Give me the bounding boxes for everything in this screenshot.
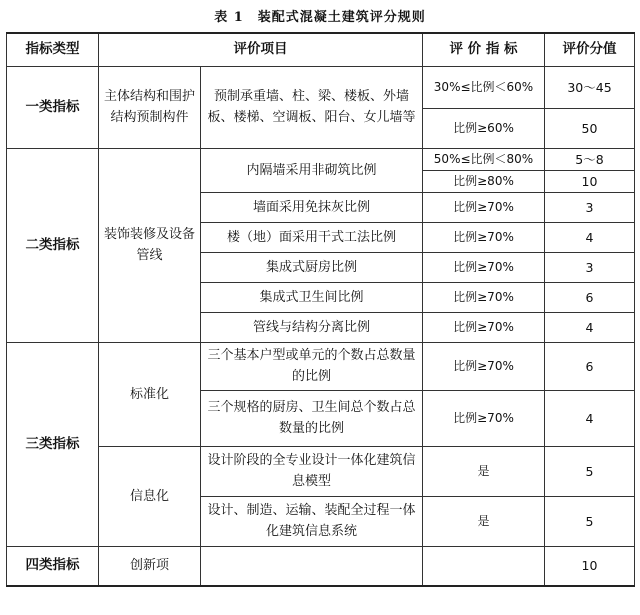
header-criteria: 评 价 指 标 (423, 33, 545, 66)
item-cell: 三个基本户型或单元的个数占总数量的比例 (201, 342, 423, 390)
category-3-label: 三类指标 (7, 342, 99, 546)
score-cell: 3 (545, 252, 635, 282)
header-row (7, 33, 635, 66)
score-cell: 6 (545, 342, 635, 390)
category-2-label: 二类指标 (7, 148, 99, 342)
criteria-cell (423, 546, 545, 586)
category-3-info: 信息化 (99, 446, 201, 546)
category-1-item: 预制承重墙、柱、梁、楼板、外墙板、楼梯、空调板、阳台、女儿墙等 (201, 66, 423, 148)
criteria-cell: 比例≥70% (423, 342, 545, 390)
score-cell: 4 (545, 390, 635, 446)
criteria-cell: 30%≤比例＜60% (423, 66, 545, 108)
item-cell (201, 546, 423, 586)
criteria-cell: 是 (423, 446, 545, 496)
criteria-cell: 比例≥70% (423, 312, 545, 342)
item-cell: 三个规格的厨房、卫生间总个数占总数量的比例 (201, 390, 423, 446)
category-1-subtype: 主体结构和围护结构预制构件 (99, 66, 201, 148)
score-cell: 6 (545, 282, 635, 312)
header-score: 评价分值 (545, 33, 635, 66)
item-cell: 设计阶段的全专业设计一体化建筑信息模型 (201, 446, 423, 496)
item-cell: 集成式厨房比例 (201, 252, 423, 282)
criteria-cell: 比例≥60% (423, 108, 545, 148)
category-4-label: 四类指标 (7, 546, 99, 586)
criteria-cell: 比例≥70% (423, 282, 545, 312)
table-caption: 表 1 装配式混凝土建筑评分规则 (214, 10, 426, 25)
scoring-rules-table (6, 32, 635, 587)
score-cell: 10 (545, 170, 635, 192)
score-cell: 30～45 (545, 66, 635, 108)
criteria-cell: 比例≥70% (423, 192, 545, 222)
criteria-cell: 比例≥70% (423, 390, 545, 446)
item-cell: 设计、制造、运输、装配全过程一体化建筑信息系统 (201, 496, 423, 546)
header-item: 评价项目 (99, 33, 423, 66)
table-row (7, 148, 635, 170)
item-cell: 楼（地）面采用干式工法比例 (201, 222, 423, 252)
item-cell: 内隔墙采用非砌筑比例 (201, 148, 423, 192)
score-cell: 5 (545, 446, 635, 496)
table-row (7, 66, 635, 108)
item-cell: 墙面采用免抹灰比例 (201, 192, 423, 222)
score-cell: 4 (545, 312, 635, 342)
category-3-standard: 标准化 (99, 342, 201, 446)
score-cell: 5 (545, 496, 635, 546)
criteria-cell: 是 (423, 496, 545, 546)
header-type: 指标类型 (7, 33, 99, 66)
criteria-cell: 50%≤比例＜80% (423, 148, 545, 170)
table-row (7, 546, 635, 586)
criteria-cell: 比例≥70% (423, 222, 545, 252)
category-2-subtype: 装饰装修及设备管线 (99, 148, 201, 342)
score-cell: 10 (545, 546, 635, 586)
table-row (7, 446, 635, 496)
score-cell: 5～8 (545, 148, 635, 170)
criteria-cell: 比例≥70% (423, 252, 545, 282)
criteria-cell: 比例≥80% (423, 170, 545, 192)
table-row (7, 342, 635, 390)
score-cell: 4 (545, 222, 635, 252)
score-cell: 50 (545, 108, 635, 148)
score-cell: 3 (545, 192, 635, 222)
category-4-subtype: 创新项 (99, 546, 201, 586)
category-1-label: 一类指标 (7, 66, 99, 148)
item-cell: 集成式卫生间比例 (201, 282, 423, 312)
item-cell: 管线与结构分离比例 (201, 312, 423, 342)
